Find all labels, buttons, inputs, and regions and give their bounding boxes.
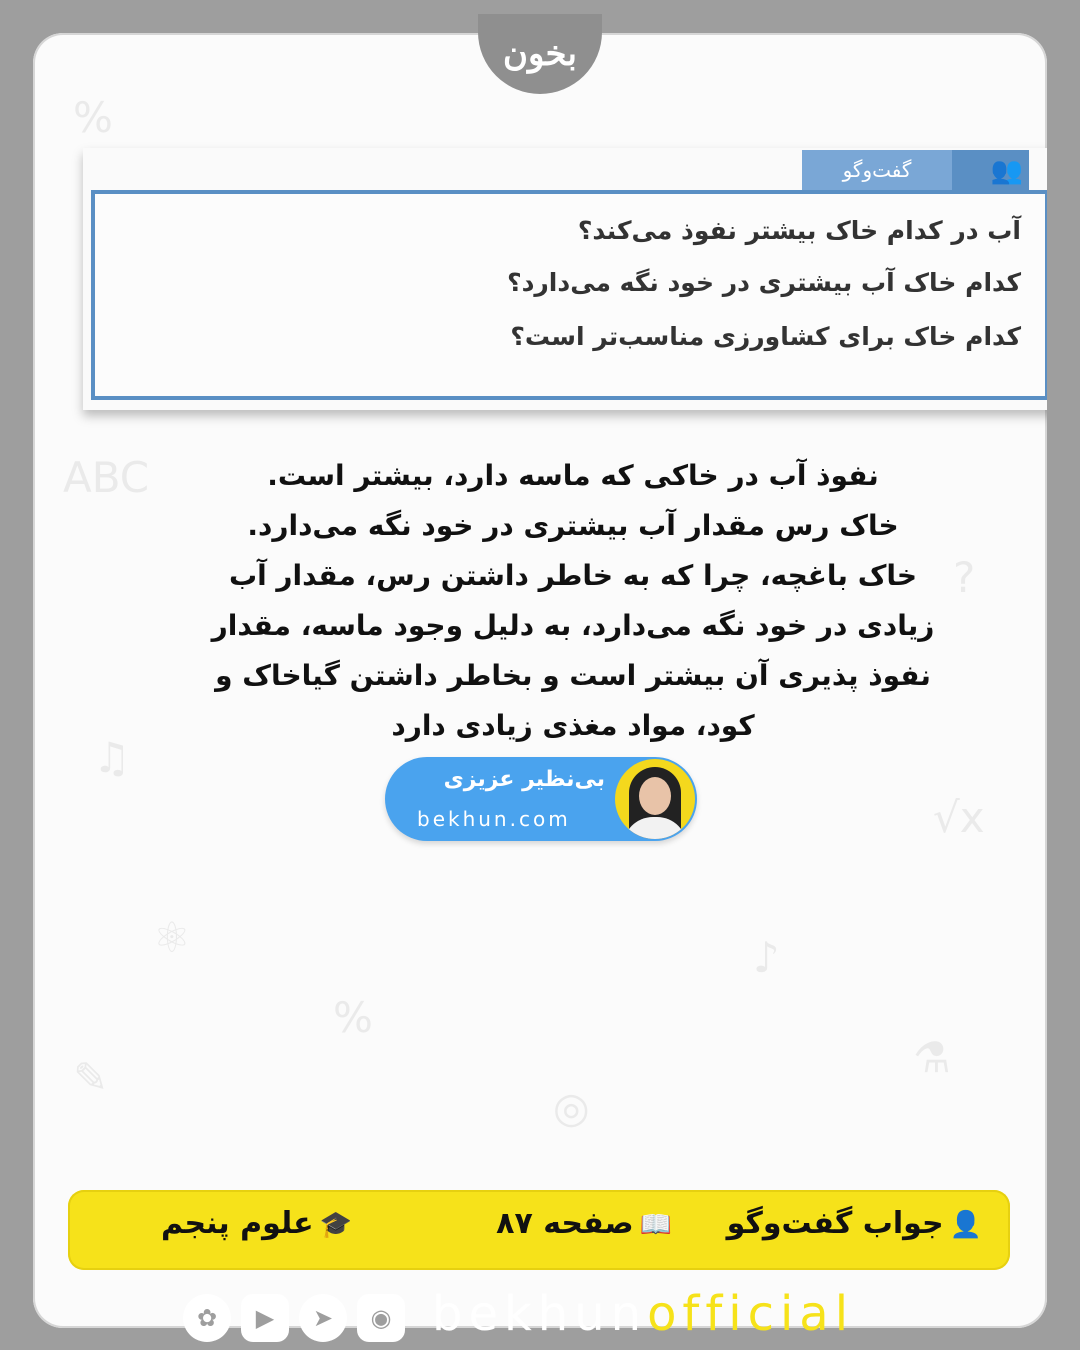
question-tab <box>802 150 1029 190</box>
author-site[interactable]: bekhun.com <box>417 807 571 831</box>
question-line-2: کدام خاک آب بیشتری در خود نگه می‌دارد؟ <box>507 268 1021 297</box>
answer-line-5: نفوذ پذیری آن بیشتر است و بخاطر داشتن گیاخاک و <box>215 659 931 692</box>
aparat-icon[interactable]: ✿ <box>183 1294 231 1342</box>
info-topic-text: جواب گفت‌وگو <box>726 1206 944 1241</box>
info-subject-text: علوم پنجم <box>160 1206 314 1241</box>
telegram-icon[interactable]: ➤ <box>299 1294 347 1342</box>
answer-line-1: نفوذ آب در خاکی که ماسه دارد، بیشتر است. <box>267 459 879 492</box>
info-page-text: صفحه ۸۷ <box>496 1206 634 1241</box>
instagram-icon[interactable]: ◉ <box>357 1294 405 1342</box>
open-book-icon: 📖 <box>639 1210 672 1240</box>
youtube-icon[interactable]: ▶ <box>241 1294 289 1342</box>
people-chat-icon: 👥 <box>990 156 1023 186</box>
answer-line-4: زیادی در خود نگه می‌دارد، به دلیل وجود ماسه، مقدار <box>211 609 935 642</box>
pattern-sqrt-icon: √x <box>933 793 985 842</box>
pattern-music-icon: ♫ <box>93 733 131 782</box>
question-line-3: کدام خاک برای کشاورزی مناسب‌تر است؟ <box>510 322 1021 351</box>
avatar-face <box>639 777 671 815</box>
answer-line-3: خاک باغچه، چرا که به خاطر داشتن رس، مقدار آب <box>228 559 918 592</box>
pattern-book-icon: ✎ <box>73 1053 109 1102</box>
brand-primary: bekhun <box>432 1286 648 1342</box>
info-topic <box>727 1206 982 1241</box>
question-box <box>83 148 1047 410</box>
answer-line-2: خاک رس مقدار آب بیشتری در خود نگه می‌دارد. <box>247 509 899 542</box>
brand-wordmark <box>432 1286 854 1342</box>
graduation-cap-icon: 🎓 <box>319 1210 352 1240</box>
pattern-globe-icon: ◎ <box>553 1083 590 1132</box>
author-badge[interactable] <box>385 757 697 841</box>
pattern-flask-icon: ⚗ <box>913 1033 951 1082</box>
pattern-abc-icon: ABC <box>63 453 150 502</box>
question-tab-label: گفت‌وگو <box>802 150 952 190</box>
info-page <box>496 1206 672 1241</box>
pattern-question-icon: ? <box>953 553 976 602</box>
pattern-percent-icon: % <box>73 93 113 142</box>
info-subject <box>161 1206 352 1241</box>
avatar <box>615 759 695 839</box>
author-name: بی‌نظیر عزیزی <box>443 767 605 792</box>
content-card <box>33 33 1047 1328</box>
pattern-atom-icon: ⚛ <box>153 913 191 962</box>
brand-secondary: official <box>647 1286 855 1342</box>
answer-text <box>153 451 993 751</box>
logo-text: بخون <box>503 34 577 74</box>
pattern-music-icon-2: ♪ <box>753 933 780 982</box>
pattern-percent-icon-2: % <box>333 993 373 1042</box>
teacher-icon: 👤 <box>949 1210 982 1240</box>
answer-line-6: کود، مواد مغذی زیادی دارد <box>391 709 755 742</box>
info-bar <box>68 1190 1010 1270</box>
question-line-1: آب در کدام خاک بیشتر نفوذ می‌کند؟ <box>577 216 1021 245</box>
question-frame <box>91 190 1047 400</box>
social-icons <box>183 1294 405 1342</box>
